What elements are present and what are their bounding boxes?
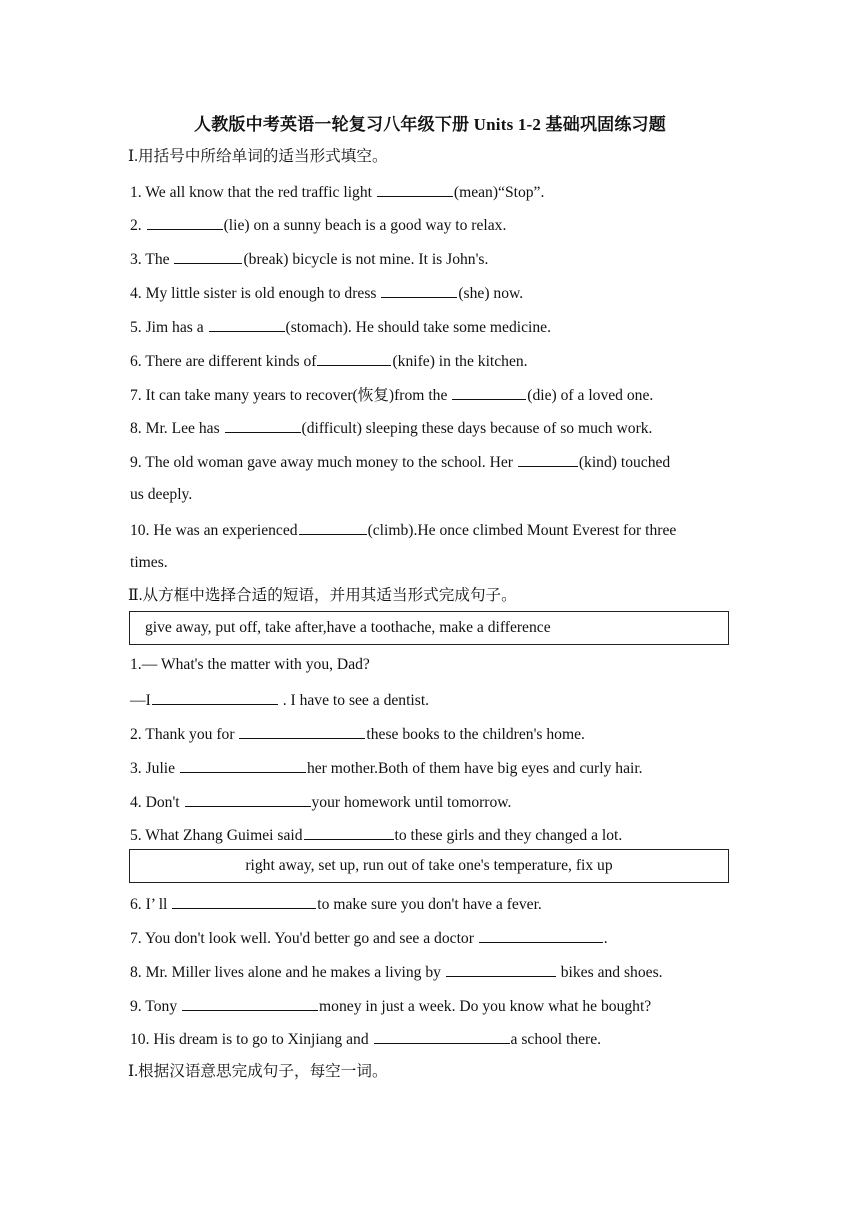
question-answer-line: —I . I have to see a dentist. (130, 689, 740, 711)
answer-blank[interactable] (209, 316, 285, 332)
question: 10. His dream is to go to Xinjiang and a school there. (130, 1028, 740, 1050)
answer-blank[interactable] (374, 1028, 510, 1044)
question: 2. (lie) on a sunny beach is a good way to relax. (130, 214, 740, 236)
section-1-heading: Ⅰ.用括号中所给单词的适当形式填空。 (128, 148, 388, 165)
question: 5. What Zhang Guimei said to these girls and they changed a lot. (130, 824, 740, 846)
question-continuation: us deeply. (130, 486, 193, 503)
question: 1.— What's the matter with you, Dad? (130, 656, 370, 673)
answer-blank[interactable] (147, 214, 223, 230)
answer-blank[interactable] (479, 927, 603, 943)
answer-blank[interactable] (185, 791, 311, 807)
answer-blank[interactable] (239, 723, 365, 739)
answer-blank[interactable] (377, 181, 453, 197)
question: 9. Tony money in just a week. Do you know what he bought? (130, 995, 740, 1017)
answer-blank[interactable] (299, 519, 367, 535)
answer-blank[interactable] (446, 961, 556, 977)
answer-blank[interactable] (452, 384, 526, 400)
section-2-heading: Ⅱ.从方框中选择合适的短语，并用其适当形式完成句子。 (128, 587, 517, 604)
answer-blank[interactable] (225, 417, 301, 433)
question: 8. Mr. Lee has (difficult) sleeping these days because of so much work. (130, 417, 740, 439)
question: 3. The (break) bicycle is not mine. It is John's. (130, 248, 740, 270)
answer-blank[interactable] (182, 995, 318, 1011)
question-continuation: times. (130, 554, 168, 571)
answer-blank[interactable] (152, 689, 278, 705)
section-3-heading: Ⅰ.根据汉语意思完成句子，每空一词。 (128, 1063, 388, 1080)
answer-blank[interactable] (304, 824, 394, 840)
question: 6. I’ ll to make sure you don't have a fever. (130, 893, 740, 915)
answer-blank[interactable] (174, 248, 242, 264)
question: 7. You don't look well. You'd better go and see a doctor . (130, 927, 740, 949)
question: 1. We all know that the red traffic light (mean)“Stop”. (130, 181, 740, 203)
answer-blank[interactable] (518, 451, 578, 467)
answer-blank[interactable] (172, 893, 316, 909)
question: 9. The old woman gave away much money to the school. Her (kind) touched (130, 451, 740, 473)
word-bank-box-2: right away, set up, run out of take one's temperature, fix up (129, 849, 729, 883)
answer-blank[interactable] (381, 282, 457, 298)
question: 8. Mr. Miller lives alone and he makes a living by bikes and shoes. (130, 961, 740, 983)
question: 3. Julie her mother.Both of them have big eyes and curly hair. (130, 757, 740, 779)
question: 10. He was an experienced (climb).He once climbed Mount Everest for three (130, 519, 740, 541)
question: 5. Jim has a (stomach). He should take some medicine. (130, 316, 740, 338)
answer-blank[interactable] (317, 350, 391, 366)
question: 4. My little sister is old enough to dress (she) now. (130, 282, 740, 304)
question: 2. Thank you for these books to the children's home. (130, 723, 740, 745)
answer-blank[interactable] (180, 757, 306, 773)
word-bank-box-1: give away, put off, take after,have a toothache, make a difference (129, 611, 729, 645)
question: 6. There are different kinds of (knife) in the kitchen. (130, 350, 740, 372)
worksheet-title: 人教版中考英语一轮复习八年级下册 Units 1-2 基础巩固练习题 (194, 115, 666, 134)
question: 4. Don't your homework until tomorrow. (130, 791, 740, 813)
question: 7. It can take many years to recover(恢复)from the (die) of a loved one. (130, 384, 740, 406)
